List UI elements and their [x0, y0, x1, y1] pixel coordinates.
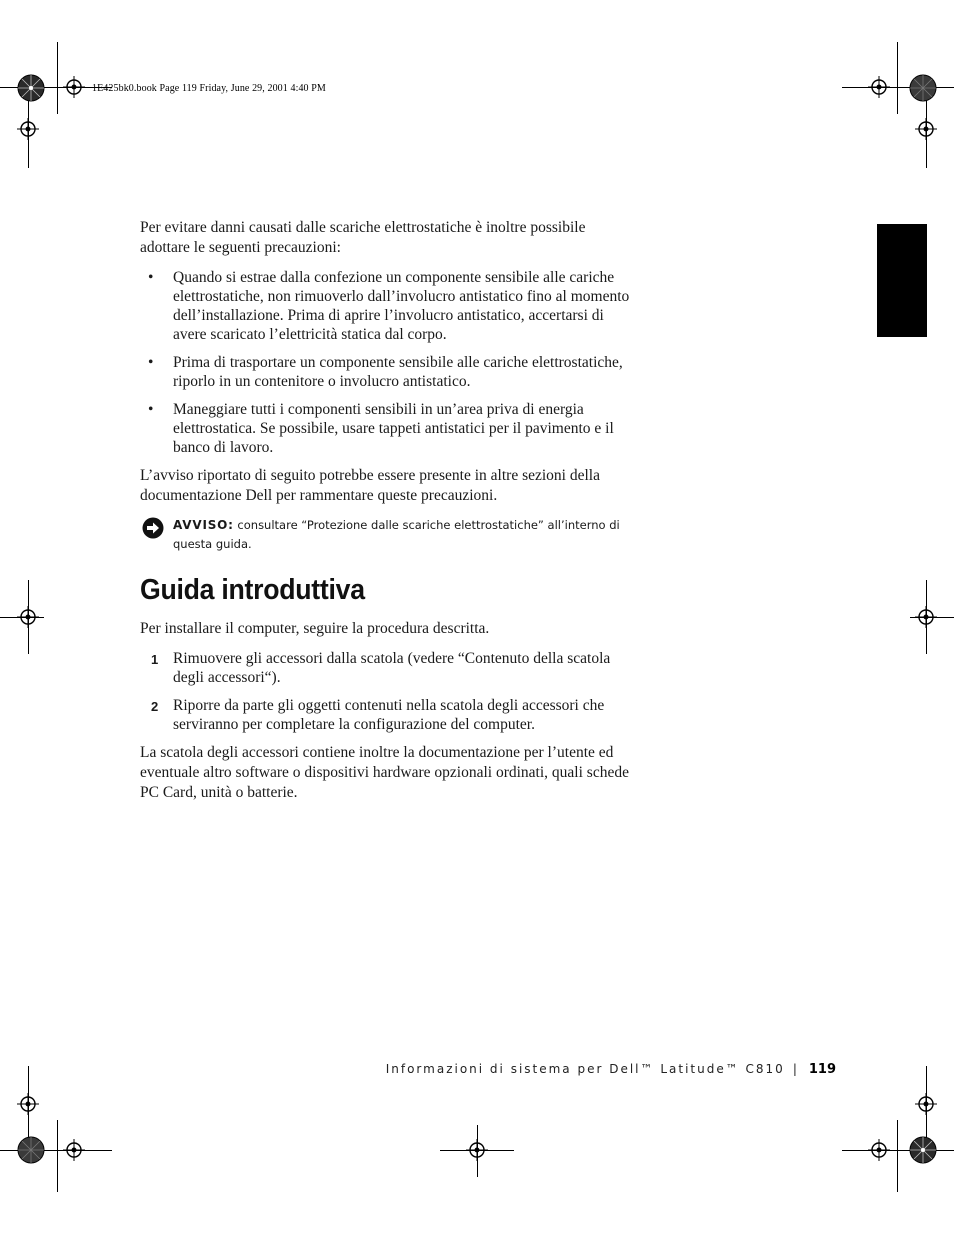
registration-target-icon	[915, 1093, 937, 1115]
footer-title: Informazioni di sistema per Dell™ Latitude™ C810	[385, 1062, 785, 1076]
chapter-thumb-tab	[877, 224, 927, 337]
step-text: Rimuovere gli accessori dalla scatola (vedere “Contenuto della scatola degli accessori“).	[173, 650, 611, 686]
intro-paragraph: Per evitare danni causati dalle scariche elettrostatiche è inoltre possibile adottare le seguenti precauzioni:	[140, 219, 586, 256]
bullet-mark: •	[148, 269, 154, 286]
registration-target-icon	[868, 76, 890, 98]
notice-intro-paragraph: L’avviso riportato di seguito potrebbe essere presente in altre sezioni della documentazione Dell per rammentare queste precauzioni.	[140, 467, 600, 504]
notice-text: consultare “Protezione dalle scariche elettrostatiche” all’interno di questa guida.	[173, 518, 620, 551]
step-number: 1	[151, 652, 159, 667]
registration-target-icon	[17, 118, 39, 140]
crop-mark-line	[57, 1120, 58, 1192]
notice-label: AVVISO:	[173, 518, 234, 532]
list-item	[140, 696, 630, 734]
star-target-icon	[17, 1136, 45, 1164]
registration-target-icon	[63, 1139, 85, 1161]
registration-target-icon	[868, 1139, 890, 1161]
star-target-icon	[17, 74, 45, 102]
bullet-mark: •	[148, 401, 154, 418]
list-item-text: Prima di trasportare un componente sensibile alle cariche elettrostatiche, riporlo in un contenitore o involucro antistatico.	[173, 354, 623, 390]
steps-list	[140, 649, 630, 734]
registration-target-icon	[17, 606, 39, 628]
star-target-icon	[909, 1136, 937, 1164]
notice-box	[140, 516, 630, 554]
arrow-right-circle-icon	[142, 517, 164, 539]
page-footer	[386, 1062, 836, 1077]
star-target-icon	[909, 74, 937, 102]
section-heading: Guida introduttiva	[140, 574, 365, 606]
closing-paragraph: La scatola degli accessori contiene inoltre la documentazione per l’utente ed eventuale altro software o dispositivi hardware opzionali ordinati, quali schede PC Card, unità o batterie.	[140, 744, 629, 801]
registration-target-icon	[466, 1139, 488, 1161]
step-text: Riporre da parte gli oggetti contenuti nella scatola degli accessori che serviranno per completare la configurazione del computer.	[173, 697, 605, 733]
list-item	[140, 268, 630, 344]
list-item	[140, 649, 630, 687]
registration-target-icon	[915, 606, 937, 628]
crop-mark-line	[842, 87, 954, 88]
list-item-text: Maneggiare tutti i componenti sensibili in un’area priva di energia elettrostatica. Se possibile, usare tappeti antistatici per il pavimento e il banco di lavoro.	[173, 401, 614, 456]
bullet-mark: •	[148, 354, 154, 371]
list-item	[140, 400, 630, 457]
list-item	[140, 353, 630, 391]
crop-mark-line	[897, 1120, 898, 1192]
page-body	[140, 218, 630, 813]
footer-separator: |	[792, 1062, 799, 1076]
registration-target-icon	[63, 76, 85, 98]
print-slug-line: 1E425bk0.book Page 119 Friday, June 29, 2001 4:40 PM	[92, 83, 326, 94]
page-number: 119	[808, 1062, 836, 1077]
step-number: 2	[151, 699, 159, 714]
crop-mark-line	[897, 42, 898, 114]
list-item-text: Quando si estrae dalla confezione un componente sensibile alle cariche elettrostatiche, non rimuoverlo dall’involucro antistatico fino al momento dell’installazione. Prima di aprire l’involucro antistatico, accertarsi di avere scaricato l’elettricità statica dal corpo.	[173, 269, 630, 343]
registration-target-icon	[915, 118, 937, 140]
crop-mark-line	[57, 42, 58, 114]
registration-target-icon	[17, 1093, 39, 1115]
steps-intro-paragraph: Per installare il computer, seguire la procedura descritta.	[140, 620, 490, 637]
precautions-list	[140, 268, 630, 457]
crop-mark-line	[842, 1150, 954, 1151]
